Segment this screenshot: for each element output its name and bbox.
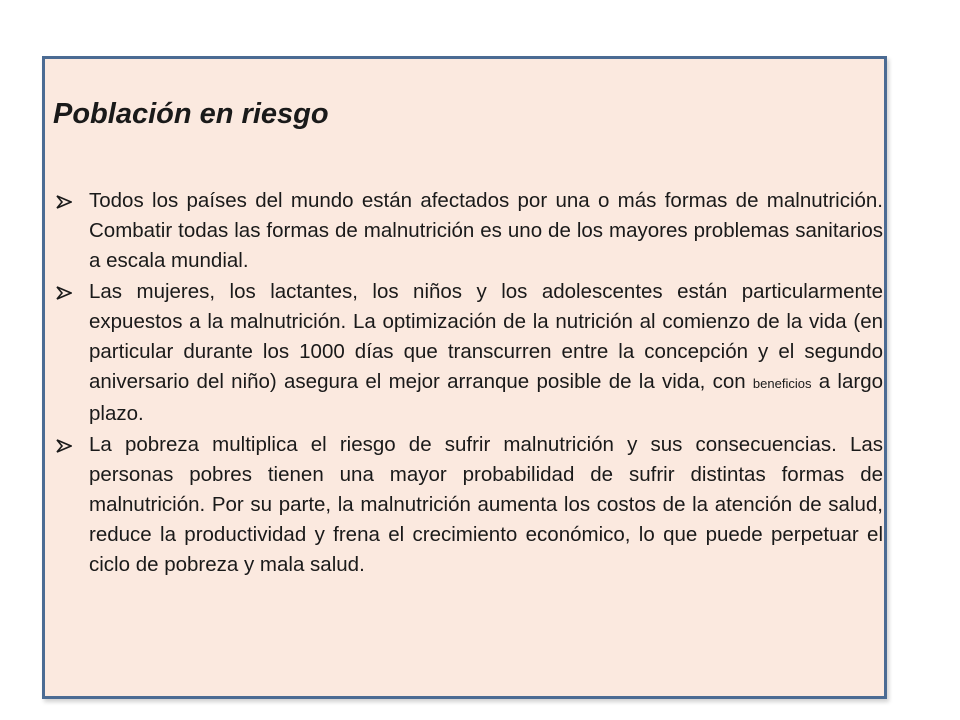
bullet-small-text: beneficios <box>752 376 812 392</box>
arrowhead-bullet-icon <box>56 195 72 209</box>
bullet-text: La pobreza multiplica el riesgo de sufrir malnutrición y sus consecuencias. Las personas pobres tienen una mayor probabilidad de sufrir distintas formas de malnutrición. Por su parte, la malnutrición aumenta los costos de la atención de salud, reduce la productividad y frena el crecimiento económico, lo que puede perpetuar el ciclo de pobreza y mala salud. <box>89 432 883 577</box>
bullet-text: Todos los países del mundo están afectados por una o más formas de malnutrición. Combatir todas las formas de malnutrición es uno de los mayores problemas sanitarios a escala mundial. <box>89 189 883 273</box>
panel-title: Población en riesgo <box>53 98 329 130</box>
bullet-tail-text: a largo plazo. <box>89 370 883 426</box>
bullet-item <box>55 277 883 430</box>
bullet-item <box>55 430 883 581</box>
content-panel <box>42 56 887 699</box>
arrowhead-bullet-icon <box>56 439 72 453</box>
bullet-text: Las mujeres, los lactantes, los niños y los adolescentes están particularmente expuestos a la malnutrición. La optimización de la nutrición al comienzo de la vida (en particular durante los 1000 días que transcurren entre la concepción y el segundo aniversario del niño) asegura el mejor arranque posible de la vida, con <box>89 279 883 394</box>
bullet-item <box>55 186 883 277</box>
bullet-list <box>55 186 883 581</box>
arrowhead-bullet-icon <box>56 286 72 300</box>
